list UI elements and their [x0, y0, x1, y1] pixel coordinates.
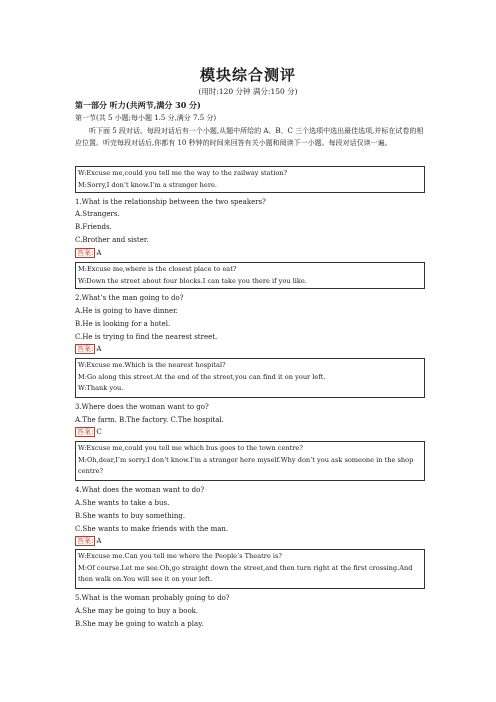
option: B.Friends. [75, 223, 112, 231]
answer-value: C [96, 428, 102, 436]
question-text: 2.What’s the man going to do? [75, 294, 184, 302]
dialogue-line: W:Excuse me.Which is the nearest hospital? [78, 361, 226, 369]
answer [75, 249, 101, 258]
dialogue-line: M:Of course.Let me see.Oh,go straight down the street,and then turn right at the first crossing.And then walk on.You will see it on your left. [78, 563, 413, 583]
option: C.He is trying to find the nearest street. [75, 333, 218, 341]
dialogue-box [75, 262, 425, 289]
dialogue-box [75, 358, 425, 398]
answer [75, 345, 101, 354]
answer-value: A [96, 345, 102, 353]
part-heading: 第一部分 听力(共两节,满分 30 分) [75, 100, 201, 110]
option: A.The farm. B.The factory. C.The hospital. [75, 416, 224, 424]
dialogue-box [75, 166, 425, 193]
option: B.She may be going to watch a play. [75, 620, 204, 628]
dialogue-box [75, 549, 425, 589]
option: A.He is going to have dinner. [75, 307, 178, 315]
dialogue-line: W:Excuse me,could you tell me which bus goes to the town centre? [78, 444, 303, 452]
page-title: 模块综合测评 [199, 66, 296, 84]
question-text: 4.What does the woman want to do? [75, 486, 205, 494]
answer-tag: 答案: [77, 537, 94, 545]
dialogue-line: M:Sorry,I don’t know.I’m a stranger here. [78, 180, 217, 189]
answer [75, 428, 102, 437]
question-text: 5.What is the woman probably going to do? [75, 594, 230, 602]
option: C.She wants to make friends with the man. [75, 525, 229, 533]
answer-tag: 答案: [77, 249, 94, 257]
option: A.She may be going to buy a book. [75, 607, 199, 615]
dialogue-box [75, 441, 425, 481]
page-subtitle: (用时:120 分钟 满分:150 分) [198, 87, 298, 96]
option: C.Brother and sister. [75, 236, 149, 244]
option: B.She wants to buy something. [75, 512, 186, 520]
dialogue-line: W:Thank you. [78, 384, 124, 392]
dialogue-line: M:Excuse me,where is the closest place to eat? [78, 265, 237, 273]
answer-value: A [96, 249, 102, 257]
section-heading: 第一节(共 5 小题;每小题 1.5 分,满分 7.5 分) [75, 114, 217, 122]
answer [75, 537, 101, 546]
answer-tag: 答案: [77, 428, 94, 436]
question-text: 1.What is the relationship between the two speakers? [75, 198, 266, 206]
option: A.She wants to take a bus. [75, 499, 170, 507]
dialogue-line: W:Down the street about four blocks.I can take you there if you like. [78, 276, 307, 285]
option: B.He is looking for a hotel. [75, 320, 171, 328]
option: A.Strangers. [75, 210, 120, 218]
question-text: 3.Where does the woman want to go? [75, 403, 209, 411]
answer-value: A [96, 537, 102, 545]
dialogue-line: W:Excuse me,could you tell me the way to the railway station? [78, 169, 288, 177]
dialogue-line: M:Oh,dear,I’m sorry.I don’t know.I’m a stranger here myself.Why don’t you ask someone in the shop centre? [78, 455, 414, 475]
dialogue-line: W:Excuse me.Can you tell me where the People’s Theatre is? [78, 552, 282, 560]
dialogue-line: M:Go along this street.At the end of the street,you can find it on your left. [78, 372, 326, 381]
instructions: 听下面 5 段对话。每段对话后有一个小题,从题中所给的 A、B、C 三个选项中选出最佳选项,并标在试卷的相应位置。听完每段对话后,你都有 10 秒钟的时间来回答有关小题和阅读下一小题。每段对话仅读一遍。 [75, 127, 424, 147]
answer-tag: 答案: [77, 345, 94, 353]
